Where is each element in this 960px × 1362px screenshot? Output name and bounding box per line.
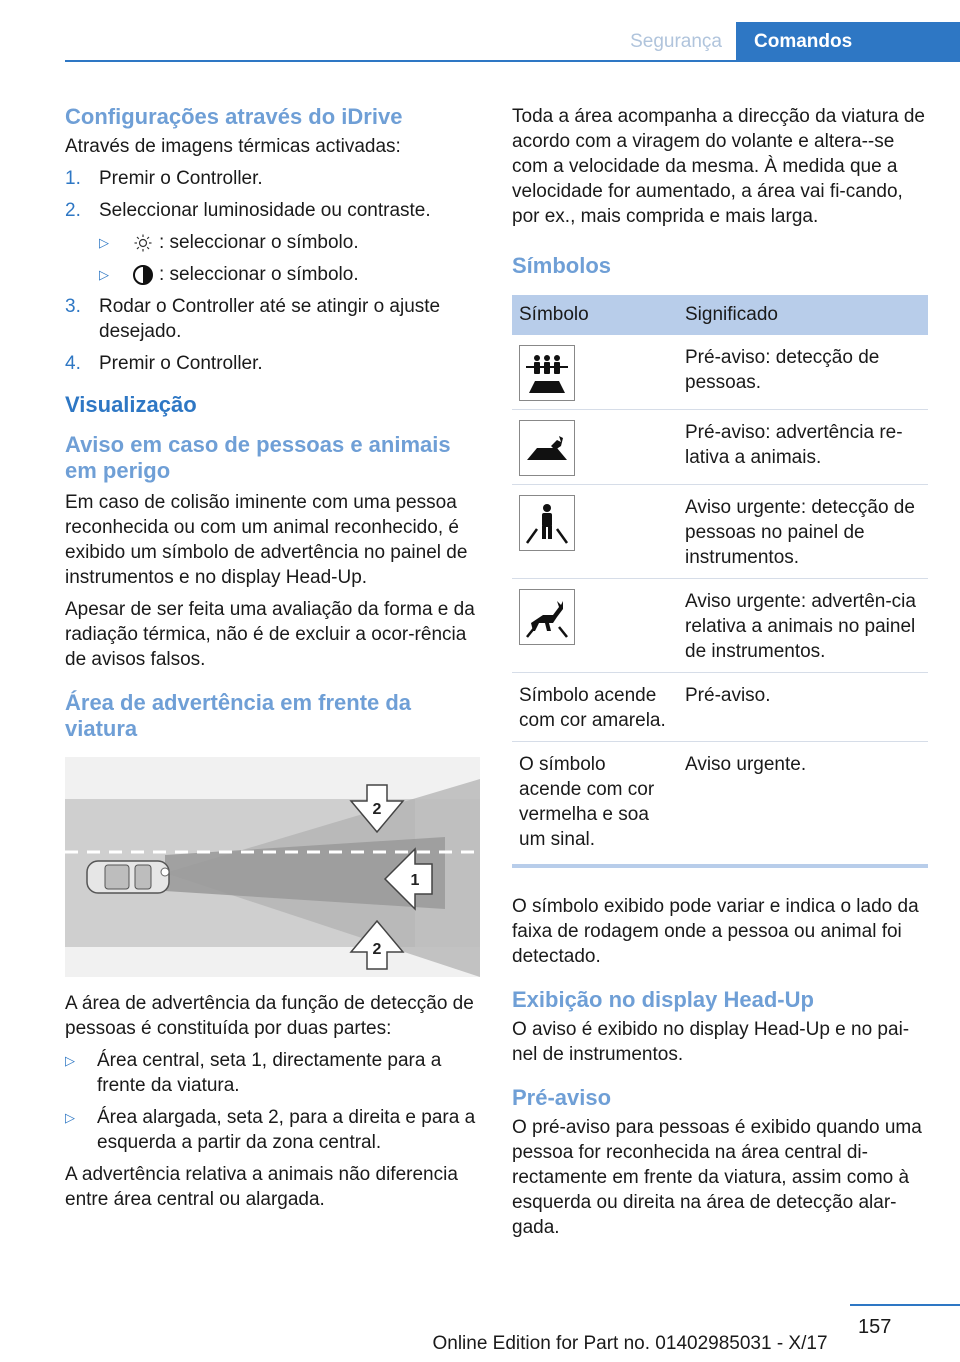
list-item: ▷ Área central, seta 1, directamente para a frente da viatura. [65,1050,442,1096]
heading-danger-warning: Aviso em caso de pessoas e animais em perigo [65,432,451,483]
list-item: ▷ Área alargada, seta 2, para a direita e para a esquerda a partir da zona central. [65,1107,476,1153]
arrow-label: 2 [372,801,382,818]
bullet-triangle-icon: ▷ [99,267,109,282]
table-header-meaning: Significado [678,295,928,335]
table-row [512,742,928,867]
list-item: 4. Premir o Controller. [65,353,263,374]
sub-steps-list [99,230,483,287]
bullet-triangle-icon: ▷ [65,1053,75,1068]
car-icon [87,861,169,893]
table-cell-meaning: Pré-aviso: detecção de pessoas. [678,335,928,410]
animal-warning-icon [519,420,575,476]
warning-text-1: Em caso de colisão iminente com uma pessoa reconhecida ou com um animal reconhecido, é exibido um símbolo de advertência no painel de instrumentos e no display Head-Up. [65,492,468,588]
pedestrian-urgent-icon [519,495,575,551]
table-cell-meaning: Aviso urgente. [678,742,928,867]
tab-section: Segurança [630,31,722,52]
prewarning-text: O pré-aviso para pessoas é exibido quando uma pessoa for reconhecida na área central di-rectamente em frente da viatura, assim como à esquerda ou direita na área de detecção alar-gada. [512,1117,922,1238]
table-cell-meaning: Aviso urgente: detecção de pessoas no painel de instrumentos. [678,485,928,579]
area-follow-text: Toda a área acompanha a direcção da viatura de acordo com a viragem do volante e altera--se com a velocidade da mesma. À medida que a velocidade for aumentado, a área vai fi-cando, por ex., mais comprida e mais larga. [512,106,925,227]
heading-prewarning: Pré-aviso [512,1085,612,1110]
table-row [512,579,928,673]
list-item: 2. Seleccionar luminosidade ou contraste. [65,200,431,221]
bullet-triangle-icon: ▷ [99,235,109,250]
area-description: A área de advertência da função de detecção de pessoas é constituída por duas partes: [65,993,474,1039]
table-row [512,485,928,579]
pedestrians-warning-icon [519,345,575,401]
table-row [512,410,928,485]
header-rule [65,60,960,62]
symbols-table [512,295,928,868]
steps-list-continued [65,294,483,376]
edition-text: Online Edition for Part no. 01402985031 - X/17 [432,1333,828,1354]
list-item: ▷ : seleccionar o símbolo. [99,232,359,253]
arrow-label: 1 [410,872,420,889]
warning-area-diagram [65,757,480,977]
animals-text: A advertência relativa a animais não diferencia entre área central ou alargada. [65,1164,458,1210]
list-item: ▷ : seleccionar o símbolo. [99,264,359,285]
heading-warning-area: Área de advertência em frente da viatura [65,690,412,741]
bullet-triangle-icon: ▷ [65,1110,75,1125]
table-cell-meaning: Aviso urgente: advertên-cia relativa a animais no painel de instrumentos. [678,579,928,673]
heading-symbols: Símbolos [512,253,612,278]
contrast-icon [131,263,155,287]
table-row [512,335,928,410]
list-item: 1. Premir o Controller. [65,168,263,189]
table-header-symbol: Símbolo [512,295,678,335]
warning-text-2: Apesar de ser feita uma avaliação da forma e da radiação térmica, não é de excluir a ocor-rência de avisos falsos. [65,599,475,670]
heading-headup-display: Exibição no display Head-Up [512,987,814,1012]
brightness-icon [131,231,155,255]
table-cell-meaning: Pré-aviso: advertência re-lativa a animais. [678,410,928,485]
headup-text: O aviso é exibido no display Head-Up e no pai-nel de instrumentos. [512,1019,910,1065]
header-tabs [600,22,960,62]
table-row [512,673,928,742]
arrow-label: 2 [372,941,382,958]
table-cell-meaning: Pré-aviso. [678,673,928,742]
deer-urgent-icon [519,589,575,645]
page-number: 157 [858,1316,892,1338]
table-cell-symbol: Símbolo acende com cor amarela. [512,673,678,742]
table-cell-symbol: O símbolo acende com cor vermelha e soa um sinal. [512,742,678,867]
footer-rule [850,1304,960,1306]
right-column [512,104,928,1247]
symbol-side-text: O símbolo exibido pode variar e indica o lado da faixa de rodagem onde a pessoa ou animal foi detectado. [512,896,919,967]
list-item: 3. Rodar o Controller até se atingir o ajuste desejado. [65,296,441,342]
heading-visualization: Visualização [65,392,197,417]
left-column [65,104,483,1219]
steps-list [65,166,483,223]
warning-area-figure [65,757,480,977]
heading-idrive-settings: Configurações através do iDrive [65,104,403,129]
tab-chapter: Comandos [736,22,960,62]
intro-text: Através de imagens térmicas activadas: [65,136,401,157]
area-list [65,1048,483,1155]
table-header-row [512,295,928,335]
